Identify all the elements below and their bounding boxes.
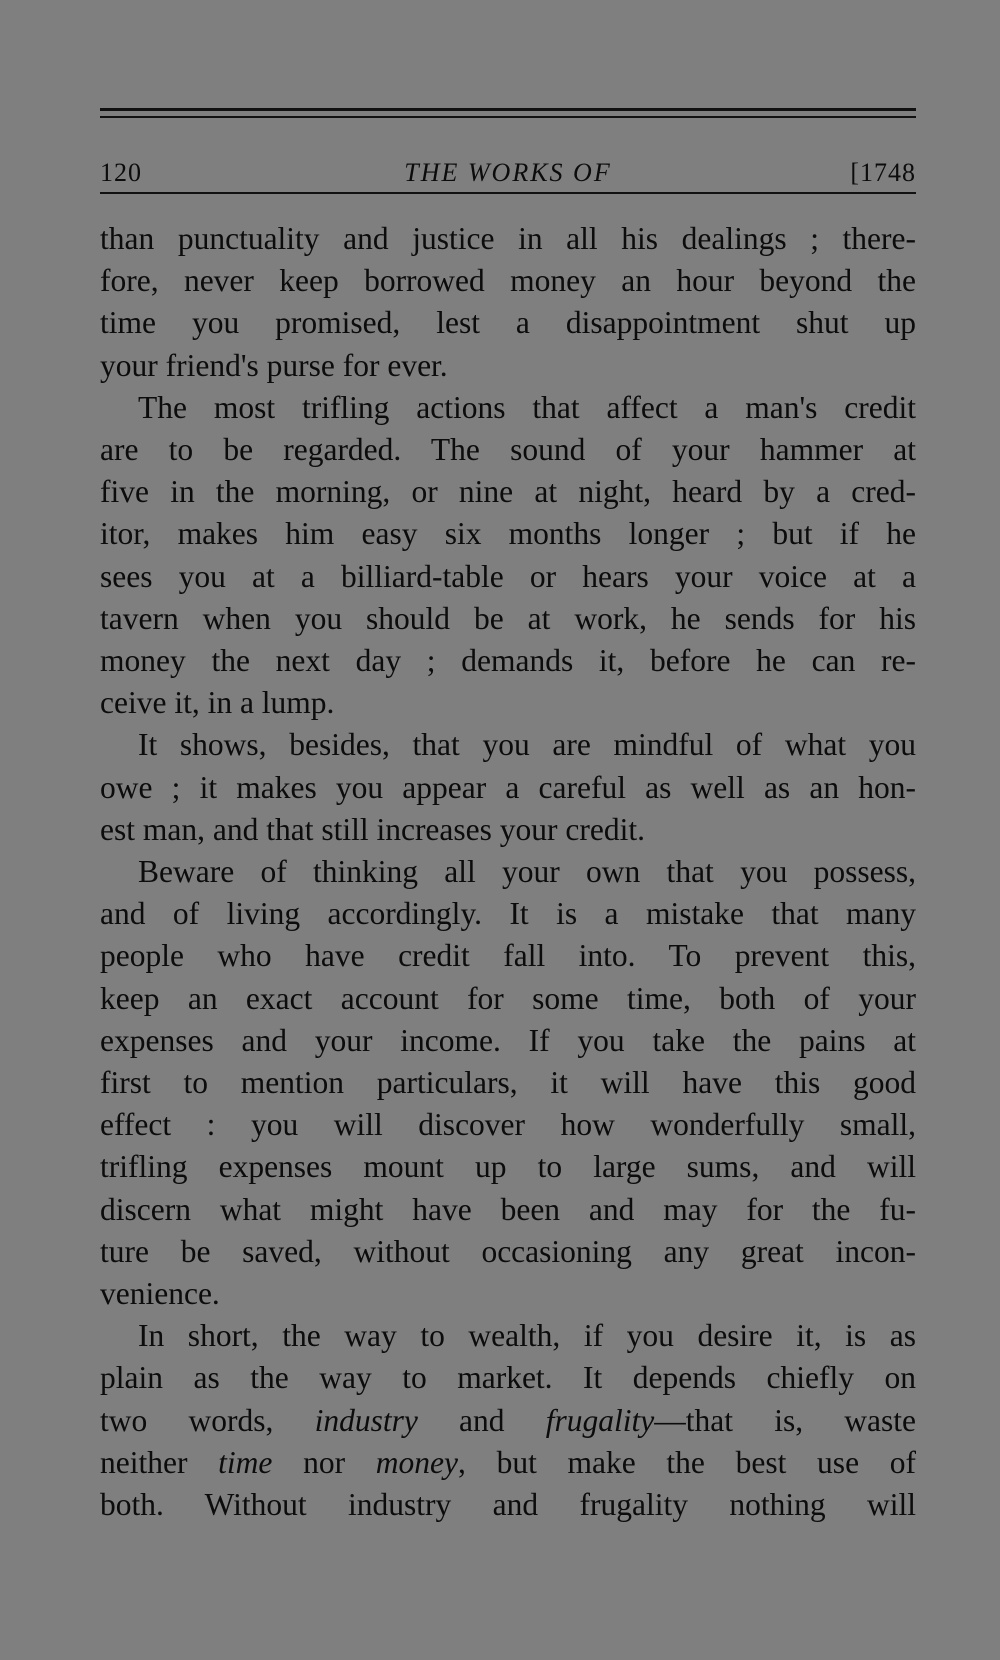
text-line: people who have credit fall into. To prevent this, [100, 938, 916, 974]
paragraph-1 [100, 218, 916, 387]
text-line: The most trifling actions that affect a man's credit [138, 389, 916, 425]
year-marker: [1748 [850, 158, 916, 187]
paragraph-5 [100, 1315, 916, 1526]
text-run: two words, [100, 1402, 315, 1438]
emphasis-time: time [218, 1444, 273, 1480]
text-line: sees you at a billiard-table or hears your voice at a [100, 558, 916, 594]
text-line: are to be regarded. The sound of your hammer at [100, 432, 916, 468]
header-rule [100, 192, 916, 194]
text-line: plain as the way to market. It depends chiefly on [100, 1360, 916, 1396]
running-title: THE WORKS OF [404, 158, 612, 187]
text-line: ture be saved, without occasioning any great incon- [100, 1233, 916, 1269]
text-line: est man, and that still increases your credit. [100, 811, 645, 847]
text-line: than punctuality and justice in all his dealings ; there- [100, 221, 916, 256]
paragraph-3 [100, 724, 916, 851]
body-text [100, 218, 916, 1526]
text-line: effect : you will discover how wonderfully small, [100, 1107, 916, 1143]
paragraph-4 [100, 851, 916, 1315]
text-line: and of living accordingly. It is a mistake that many [100, 896, 916, 932]
text-line: venience. [100, 1276, 220, 1312]
text-line: money the next day ; demands it, before he can re- [100, 643, 916, 679]
text-line: expenses and your income. If you take the pains at [100, 1022, 916, 1058]
header-double-rule [100, 108, 916, 118]
text-line: time you promised, lest a disappointment shut up [100, 305, 916, 341]
text-line: both. Without industry and frugality nothing will [100, 1487, 916, 1523]
text-run: neither [100, 1444, 219, 1480]
text-line: In short, the way to wealth, if you desire it, is as [138, 1318, 916, 1354]
text-line: five in the morning, or nine at night, heard by a cred- [100, 474, 916, 510]
paragraph-2 [100, 387, 916, 725]
text-line: trifling expenses mount up to large sums, and will [100, 1149, 916, 1185]
emphasis-money: money [375, 1444, 458, 1480]
text-line: owe ; it makes you appear a careful as well as an hon- [100, 769, 916, 805]
book-page [100, 108, 916, 1526]
text-line: ceive it, in a lump. [100, 685, 335, 721]
emphasis-frugality: frugality [545, 1402, 655, 1438]
emphasis-industry: industry [314, 1402, 418, 1438]
text-line: tavern when you should be at work, he sends for his [100, 600, 916, 636]
text-line-with-emphasis [100, 1442, 916, 1484]
text-line: fore, never keep borrowed money an hour beyond the [100, 263, 916, 299]
text-line: discern what might have been and may for the fu- [100, 1191, 916, 1227]
text-line: Beware of thinking all your own that you possess, [138, 854, 916, 890]
text-run: nor [272, 1444, 376, 1480]
text-run: and [417, 1402, 546, 1438]
running-head [100, 118, 916, 187]
text-line: It shows, besides, that you are mindful of what you [138, 727, 916, 763]
text-run: , but make the best use of [458, 1444, 916, 1480]
text-run: —that is, waste [654, 1402, 917, 1438]
text-line: itor, makes him easy six months longer ; but if he [100, 516, 916, 552]
text-line: your friend's purse for ever. [100, 347, 448, 383]
text-line: first to mention particulars, it will have this good [100, 1065, 916, 1101]
page-number: 120 [100, 158, 142, 187]
text-line: keep an exact account for some time, both of your [100, 980, 916, 1016]
text-line-with-emphasis [100, 1400, 916, 1442]
